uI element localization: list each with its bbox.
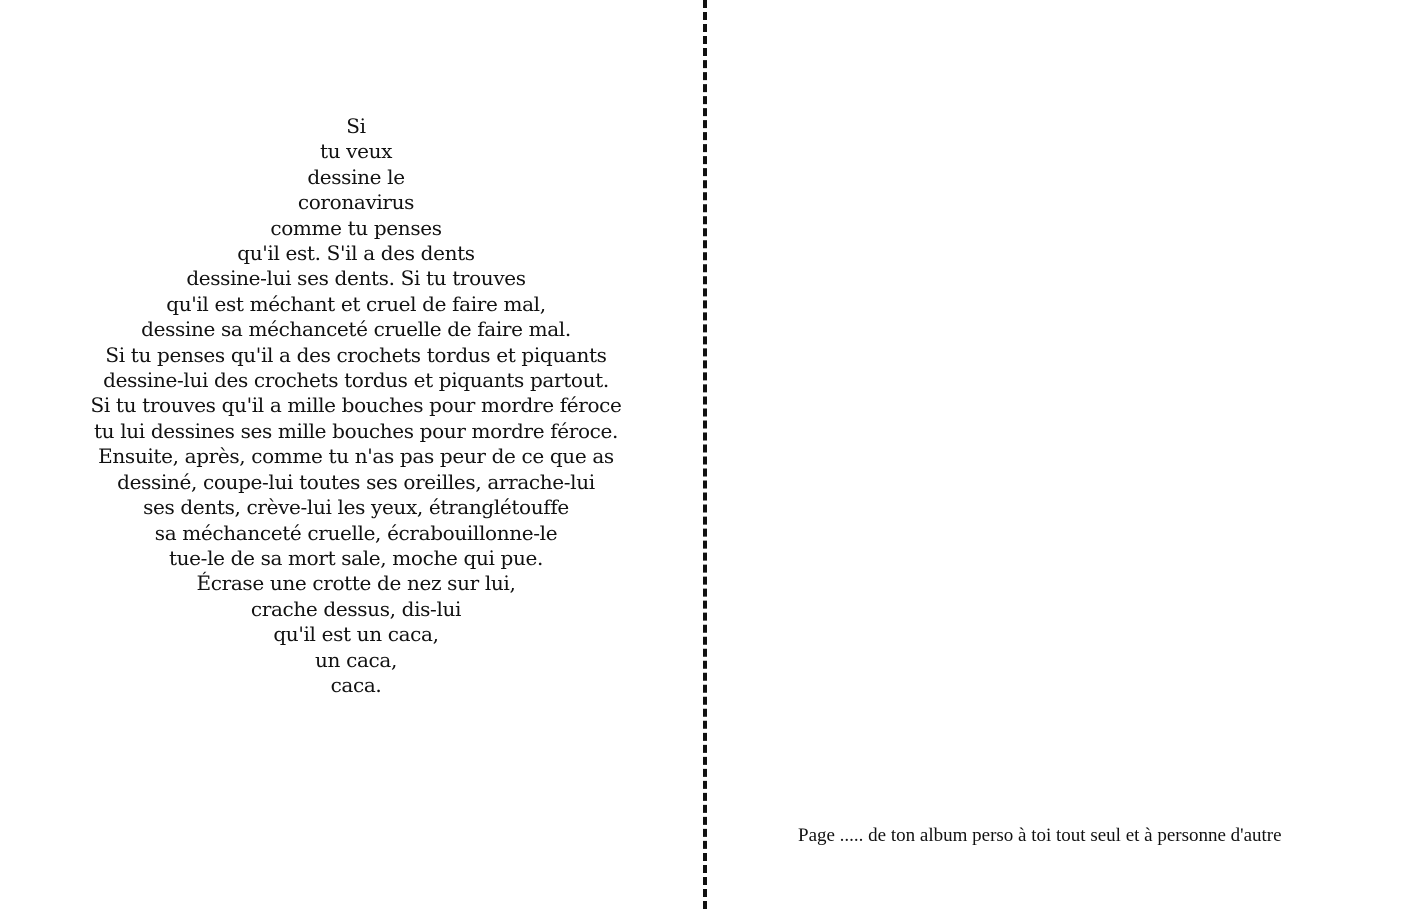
poem-line: Si tu trouves qu'il a mille bouches pour mordre féroce [90, 393, 622, 418]
poem-line: coronavirus [297, 190, 415, 215]
poem-line: comme tu penses [270, 215, 442, 240]
poem-line: dessiné, coupe-lui toutes ses oreilles, arrache-lui [117, 469, 595, 494]
right-page [710, 0, 1409, 909]
poem [0, 114, 712, 698]
poem-line: tu lui dessines ses mille bouches pour mordre féroce. [94, 418, 618, 443]
page-footer-caption: Page ..... de ton album perso à toi tout seul et à personne d'autre [798, 825, 1282, 846]
poem-line: un caca, [315, 647, 397, 672]
poem-line: qu'il est méchant et cruel de faire mal, [166, 291, 546, 316]
poem-line: sa méchanceté cruelle, écrabouillonne-le [154, 520, 558, 545]
poem-line: ses dents, crève-lui les yeux, étranglétouffe [143, 495, 569, 520]
poem-line: caca. [330, 672, 382, 697]
poem-line: tue-le de sa mort sale, moche qui pue. [168, 545, 544, 570]
poem-line: Si tu penses qu'il a des crochets tordus et piquants [105, 342, 607, 367]
fold-line-divider [703, 0, 707, 909]
poem-line: Ensuite, après, comme tu n'as pas peur de ce que as [98, 444, 614, 469]
poem-line: Si [346, 114, 366, 138]
poem-line: dessine sa méchanceté cruelle de faire mal. [141, 317, 571, 342]
poem-line: Écrase une crotte de nez sur lui, [196, 571, 516, 596]
poem-line: dessine-lui des crochets tordus et piquants partout. [103, 368, 609, 393]
poem-line: tu veux [319, 139, 393, 164]
poem-line: dessine le [307, 164, 405, 189]
poem-line: qu'il est. S'il a des dents [237, 241, 475, 266]
poem-line: qu'il est un caca, [273, 622, 439, 647]
poem-line: dessine-lui ses dents. Si tu trouves [186, 266, 526, 291]
poem-line: crache dessus, dis-lui [250, 596, 462, 621]
